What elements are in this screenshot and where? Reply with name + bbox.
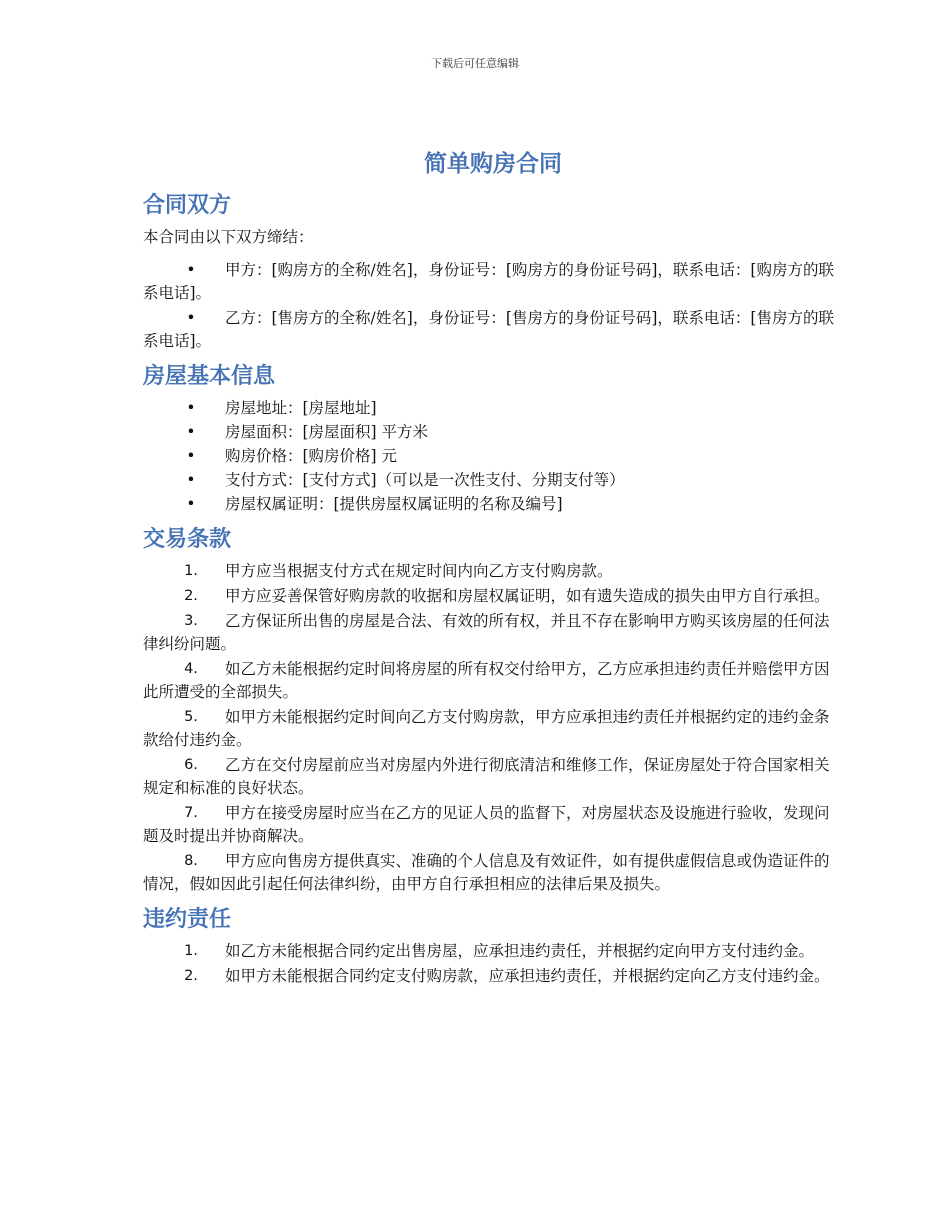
terms-list [143, 560, 843, 896]
list-item [143, 658, 843, 704]
list-item-text: 购房价格：[购房价格] 元 [225, 447, 398, 465]
number-marker: 3. [184, 613, 198, 629]
list-item-text: 甲方应妥善保管好购房款的收据和房屋权属证明，如有遗失造成的损失由甲方自行承担。 [225, 587, 830, 605]
number-marker: 6. [184, 757, 198, 773]
list-item-text: 甲方：[购房方的全称/姓名]，身份证号：[购房方的身份证号码]，联系电话：[购房方的联系电话]。 [143, 261, 834, 302]
list-item [143, 610, 843, 656]
section-heading-parties: 合同双方 [143, 193, 232, 218]
bullet-marker: • [186, 495, 196, 513]
number-marker: 8. [184, 853, 198, 869]
parties-list [143, 259, 843, 353]
list-item [143, 965, 843, 988]
list-item-text: 房屋地址：[房屋地址] [225, 399, 377, 417]
list-item-text: 房屋权属证明：[提供房屋权属证明的名称及编号] [225, 495, 563, 513]
bullet-marker: • [186, 471, 196, 489]
number-marker: 7. [184, 805, 198, 821]
list-item [143, 754, 843, 800]
page-header: 下载后可任意编辑 [431, 57, 519, 70]
number-marker: 1. [184, 563, 198, 579]
list-item [143, 397, 843, 420]
list-item [143, 445, 843, 468]
section-heading-breach: 违约责任 [143, 907, 232, 932]
list-item [143, 307, 843, 353]
list-item [143, 259, 843, 305]
list-item [143, 469, 843, 492]
bullet-marker: • [186, 309, 196, 327]
section-heading-house-info: 房屋基本信息 [143, 364, 276, 389]
list-item [143, 421, 843, 444]
list-item-text: 如甲方未能根据合同约定支付购房款，应承担违约责任，并根据约定向乙方支付违约金。 [225, 967, 830, 985]
number-marker: 2. [184, 968, 198, 984]
list-item-text: 房屋面积：[房屋面积] 平方米 [225, 423, 429, 441]
list-item-text: 甲方应当根据支付方式在规定时间内向乙方支付购房款。 [225, 562, 613, 580]
list-item-text: 乙方在交付房屋前应当对房屋内外进行彻底清洁和维修工作，保证房屋处于符合国家相关规定和标准的良好状态。 [143, 756, 830, 797]
number-marker: 1. [184, 943, 198, 959]
breach-list [143, 940, 843, 988]
parties-intro: 本合同由以下双方缔结： [143, 228, 314, 246]
list-item-text: 支付方式：[支付方式]（可以是一次性支付、分期支付等） [225, 471, 625, 489]
house-info-list [143, 397, 843, 516]
bullet-marker: • [186, 399, 196, 417]
list-item [143, 493, 843, 516]
bullet-marker: • [186, 261, 196, 279]
bullet-marker: • [186, 423, 196, 441]
list-item [143, 585, 843, 608]
list-item-text: 甲方在接受房屋时应当在乙方的见证人员的监督下，对房屋状态及设施进行验收，发现问题及时提出并协商解决。 [143, 804, 830, 845]
number-marker: 2. [184, 588, 198, 604]
list-item-text: 甲方应向售房方提供真实、准确的个人信息及有效证件，如有提供虚假信息或伪造证件的情况，假如因此引起任何法律纠纷，由甲方自行承担相应的法律后果及损失。 [143, 852, 830, 893]
document-title: 简单购房合同 [424, 151, 562, 177]
number-marker: 4. [184, 661, 198, 677]
list-item-text: 如乙方未能根据约定时间将房屋的所有权交付给甲方，乙方应承担违约责任并赔偿甲方因此所遭受的全部损失。 [143, 660, 830, 701]
section-heading-terms: 交易条款 [143, 527, 232, 552]
list-item-text: 乙方保证所出售的房屋是合法、有效的所有权，并且不存在影响甲方购买该房屋的任何法律纠纷问题。 [143, 612, 830, 653]
number-marker: 5. [184, 709, 198, 725]
list-item-text: 乙方：[售房方的全称/姓名]，身份证号：[售房方的身份证号码]，联系电话：[售房方的联系电话]。 [143, 309, 834, 350]
list-item [143, 560, 843, 583]
document-body [143, 148, 843, 990]
bullet-marker: • [186, 447, 196, 465]
list-item [143, 940, 843, 963]
list-item-text: 如乙方未能根据合同约定出售房屋，应承担违约责任，并根据约定向甲方支付违约金。 [225, 942, 815, 960]
list-item [143, 802, 843, 848]
list-item [143, 706, 843, 752]
list-item [143, 850, 843, 896]
list-item-text: 如甲方未能根据约定时间向乙方支付购房款，甲方应承担违约责任并根据约定的违约金条款给付违约金。 [143, 708, 830, 749]
